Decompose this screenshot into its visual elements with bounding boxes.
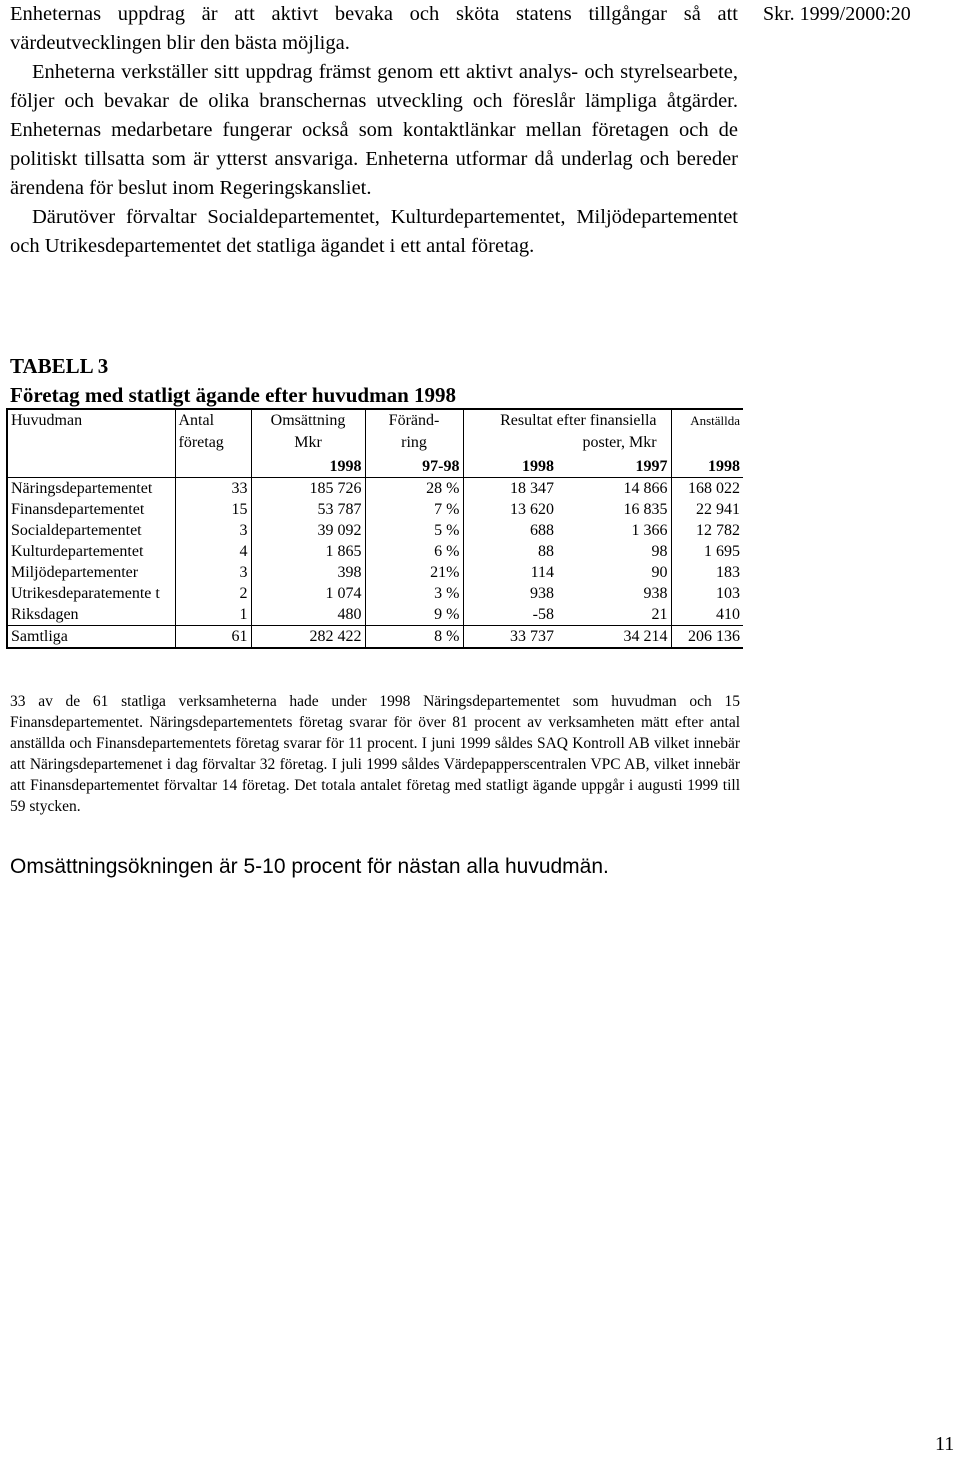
- row-res1998: 688: [463, 520, 557, 541]
- row-name: Utrikesdeparatemente t: [7, 583, 175, 604]
- row-res1998: 13 620: [463, 499, 557, 520]
- table-row: [7, 583, 743, 604]
- row-antal: 4: [175, 541, 251, 562]
- row-forandring: 7 %: [365, 499, 463, 520]
- table-row: [7, 604, 743, 626]
- row-name: Näringsdepartementet: [7, 478, 175, 500]
- row-name: Finansdepartementet: [7, 499, 175, 520]
- paragraph: Därutöver förvaltar Socialdepartementet, Kulturdepartementet, Miljödepartementet och Utrikesdepartementet det statliga ägandet i ett antal företag.: [10, 206, 738, 257]
- row-antal: 3: [175, 520, 251, 541]
- body-text: [10, 0, 738, 261]
- row-forandring: 5 %: [365, 520, 463, 541]
- row-anstallda: 168 022: [671, 478, 743, 500]
- page-number: 11: [935, 1433, 955, 1455]
- table-total-row: [7, 626, 743, 649]
- row-res1998: 88: [463, 541, 557, 562]
- table-title: Företag med statligt ägande efter huvudman 1998: [10, 383, 457, 407]
- row-res1997: 14 866: [623, 480, 668, 497]
- header-resultat-2: poster, Mkr: [463, 432, 671, 454]
- year-anstallda: 1998: [671, 454, 743, 478]
- row-anstallda: 1 695: [671, 541, 743, 562]
- year-resultat-1998: 1998: [463, 454, 557, 478]
- row-antal: 3: [175, 562, 251, 583]
- row-name: Kulturdepartementet: [7, 541, 175, 562]
- table-row: [7, 541, 743, 562]
- row-antal: 2: [175, 583, 251, 604]
- table-row: [7, 478, 743, 500]
- total-res1998: 33 737: [463, 626, 557, 649]
- table-header-row: [7, 409, 743, 432]
- summary-text: Omsättningsökningen är 5-10 procent för nästan alla huvudmän.: [10, 855, 609, 878]
- paragraph: Enheternas uppdrag är att aktivt bevaka och sköta statens tillgångar så att värdeutvecklingen blir den bästa möjliga.: [10, 3, 738, 54]
- table-row: [7, 499, 743, 520]
- header-huvudman: Huvudman: [7, 409, 175, 432]
- table-label: TABELL 3: [10, 354, 109, 378]
- row-name: Miljödepartementer: [7, 562, 175, 583]
- row-anstallda: 22 941: [671, 499, 743, 520]
- row-forandring: 9 %: [365, 604, 463, 626]
- total-omsattning: 282 422: [251, 626, 365, 649]
- header-omsattning: Omsättning: [251, 409, 365, 432]
- year-forandring: 97-98: [365, 454, 463, 478]
- paragraph: Enheterna verkställer sitt uppdrag främst genom ett aktivt analys- och styrelsearbete, följer och bevakar de olika branschernas utveckling och föreslår lämpliga åtgärder. Enheternas medarbetare fungerar också som kontaktlänkar mellan företagen och de politiskt tillsatta som är ytterst ansvariga. Enheterna utformar då underlag och bereder ärendena för beslut inom Regeringskansliet.: [10, 61, 738, 199]
- total-name: Samtliga: [7, 626, 175, 649]
- row-res1997: 1 366: [631, 522, 668, 539]
- row-anstallda: 103: [671, 583, 743, 604]
- table-years-row: [7, 454, 743, 478]
- row-res1997: 21: [651, 606, 668, 623]
- row-res1998: 938: [463, 583, 557, 604]
- row-omsattning: 398: [251, 562, 365, 583]
- row-omsattning: 1 074: [251, 583, 365, 604]
- row-name: Socialdepartementet: [7, 520, 175, 541]
- header-anstallda: Anställda: [671, 409, 743, 432]
- data-table: [6, 408, 743, 649]
- row-res1997: 16 835: [623, 501, 668, 518]
- header-resultat: Resultat efter finansiella: [463, 409, 671, 432]
- row-anstallda: 12 782: [671, 520, 743, 541]
- row-forandring: 28 %: [365, 478, 463, 500]
- total-forandring: 8 %: [365, 626, 463, 649]
- row-antal: 15: [175, 499, 251, 520]
- header-antal: Antal: [175, 409, 251, 432]
- row-name: Riksdagen: [7, 604, 175, 626]
- table-header-row-2: [7, 432, 743, 454]
- row-res1997: 938: [643, 585, 668, 602]
- row-anstallda: 183: [671, 562, 743, 583]
- row-forandring: 3 %: [365, 583, 463, 604]
- year-resultat-1997: 1997: [557, 454, 671, 478]
- row-res1998: -58: [463, 604, 557, 626]
- row-res1998: 18 347: [463, 478, 557, 500]
- row-antal: 1: [175, 604, 251, 626]
- row-res1997: 98: [651, 543, 668, 560]
- row-omsattning: 53 787: [251, 499, 365, 520]
- header-antal-2: företag: [175, 432, 251, 454]
- row-omsattning: 185 726: [251, 478, 365, 500]
- header-forandring: Föränd-: [365, 409, 463, 432]
- document-reference: Skr. 1999/2000:20: [763, 3, 911, 25]
- row-forandring: 21%: [365, 562, 463, 583]
- row-antal: 33: [175, 478, 251, 500]
- year-omsattning: 1998: [251, 454, 365, 478]
- row-forandring: 6 %: [365, 541, 463, 562]
- total-res1997: 34 214: [557, 626, 671, 649]
- row-res1997: 90: [651, 564, 668, 581]
- row-omsattning: 480: [251, 604, 365, 626]
- header-omsattning-2: Mkr: [251, 432, 365, 454]
- row-res1998: 114: [463, 562, 557, 583]
- table-row: [7, 562, 743, 583]
- total-antal: 61: [175, 626, 251, 649]
- header-forandring-2: ring: [365, 432, 463, 454]
- row-omsattning: 39 092: [251, 520, 365, 541]
- row-omsattning: 1 865: [251, 541, 365, 562]
- row-anstallda: 410: [671, 604, 743, 626]
- table-row: [7, 520, 743, 541]
- table-note: 33 av de 61 statliga verksamheterna hade under 1998 Näringsdepartementet som huvudman och 15 Finansdepartementet. Näringsdepartementets företag svarar för över 81 procent av verksamheten mätt efter antal anställda och Finansdepartementets företag svarar för 11 procent. I juni 1999 såldes SAQ Kontroll AB vilket innebär att Näringsdepartemenet i dag förvaltar 32 företag. I juli 1999 såldes Värdepapperscentralen VPC AB, vilket innebär att Finansdepartementet förvaltar 14 företag. Det totala antalet företag med statligt ägande uppgår i augusti 1999 till 59 stycken.: [10, 693, 740, 815]
- total-anstallda: 206 136: [671, 626, 743, 649]
